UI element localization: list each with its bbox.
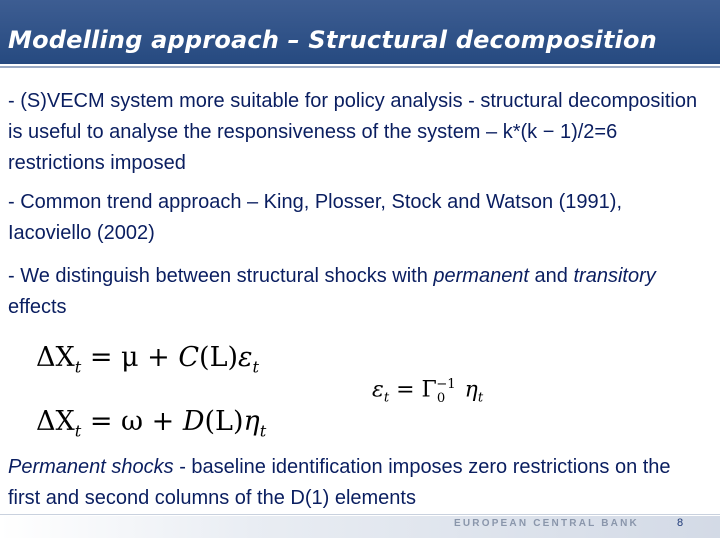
equation-permanent-representation: $\Delta X_t = \mu + C(L)\varepsilon_t$ — [36, 342, 260, 377]
page-number: 8 — [677, 517, 684, 529]
bullet-svecm: - (S)VECM system more suitable for policy analysis - structural decomposition is useful to analyse the responsiveness of the system – k*(k − 1)/2=6 restrictions imposed — [8, 90, 698, 174]
permanent-term: permanent — [433, 265, 529, 287]
equation-structural-representation: $\Delta X_t = \omega + D(L)\eta_t$ — [36, 406, 267, 441]
equation-shock-mapping: $\varepsilon_t = \Gamma_0^{-1}$ $\eta_t$ — [372, 377, 484, 406]
bullet-shock-types-text-c: and — [529, 265, 574, 287]
footer-divider — [0, 514, 720, 515]
bullet-common-trend: - Common trend approach – King, Plosser, Stock and Watson (1991), Iacoviello (2002) — [8, 191, 623, 244]
permanent-shocks-term: Permanent shocks — [8, 456, 174, 478]
bank-logo-text: EUROPEAN CENTRAL BANK — [454, 518, 639, 529]
slide-title: Modelling approach – Structural decomposition — [8, 26, 657, 54]
bullet-shock-types-text-a: - We distinguish between structural shocks with — [8, 265, 434, 287]
title-underline — [0, 66, 720, 68]
bullet-shock-types — [8, 261, 708, 323]
transitory-term: transitory — [573, 265, 656, 287]
permanent-shocks-note — [8, 452, 708, 514]
bullet-shock-types-text-e: effects — [8, 296, 67, 318]
permanent-shocks-text: - baseline identification imposes zero restrictions on the first and second columns of the D(1) elements — [8, 456, 671, 509]
title-bar — [0, 0, 720, 64]
